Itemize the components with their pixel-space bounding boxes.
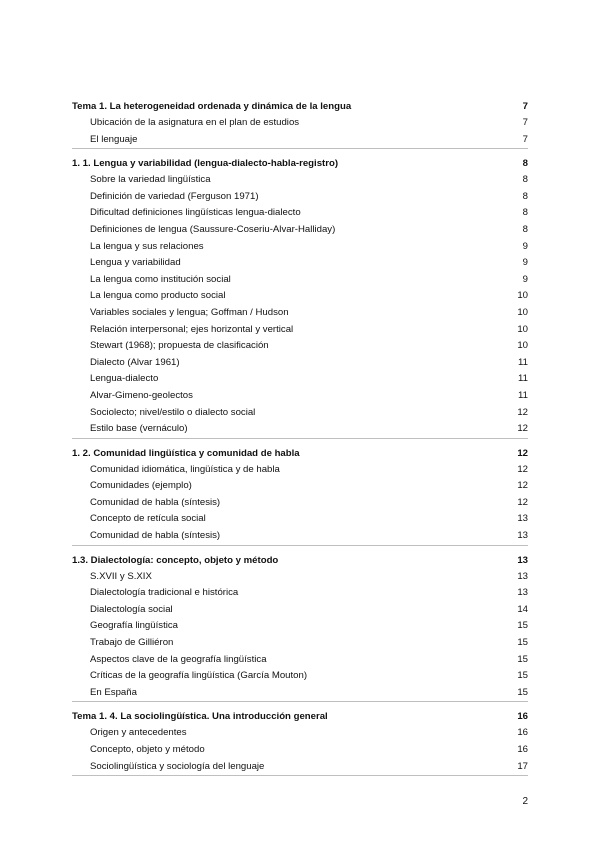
toc-entry-page: 13 — [517, 513, 528, 525]
toc-entry[interactable] — [72, 355, 528, 372]
toc-entry-page: 10 — [517, 340, 528, 352]
toc-entry[interactable] — [72, 725, 528, 742]
toc-entry-title: Ubicación de la asignatura en el plan de estudios — [90, 117, 300, 128]
toc-entry[interactable] — [72, 462, 528, 479]
toc-heading-title: Tema 1. 4. La sociolingüística. Una introducción general — [72, 711, 328, 723]
toc-entry-page: 15 — [517, 653, 528, 665]
toc-entry[interactable] — [72, 322, 528, 339]
toc-entry-title: Lengua-dialecto — [90, 373, 159, 385]
toc-entry-page: 15 — [517, 670, 528, 682]
toc-entry-title: S.XVII y S.XIX — [90, 570, 152, 582]
toc-entry-title: Comunidad de habla (síntesis) — [90, 530, 221, 542]
toc-heading-page: 12 — [517, 447, 528, 459]
toc-entry[interactable] — [72, 388, 528, 405]
toc-entry-page: 10 — [517, 323, 528, 335]
toc-entry[interactable] — [72, 172, 528, 189]
toc-section — [72, 98, 528, 149]
toc-entry-page: 8 — [522, 223, 528, 235]
toc-entry-page: 15 — [517, 620, 528, 632]
toc-entry-page: 11 — [518, 389, 528, 401]
toc-entry-page: 11 — [518, 356, 528, 368]
toc-entry-title: En España — [90, 686, 137, 698]
toc-heading[interactable] — [72, 98, 528, 115]
toc-entry[interactable] — [72, 668, 528, 685]
table-of-contents — [72, 98, 528, 782]
toc-section — [72, 708, 528, 776]
toc-entry-page: 12 — [517, 423, 528, 435]
toc-entry[interactable] — [72, 742, 528, 759]
toc-entry-page: 13 — [517, 570, 528, 582]
toc-heading[interactable] — [72, 708, 528, 725]
toc-entry-page: 12 — [517, 480, 528, 492]
toc-entry[interactable] — [72, 371, 528, 388]
toc-entry[interactable] — [72, 652, 528, 669]
toc-entry[interactable] — [72, 115, 528, 132]
toc-entry-title: Dialectología social — [90, 603, 173, 615]
toc-entry-title: Concepto de retícula social — [90, 513, 206, 525]
toc-heading-page: 8 — [522, 158, 528, 170]
toc-entry[interactable] — [72, 132, 528, 149]
toc-entry[interactable] — [72, 222, 528, 239]
toc-entry[interactable] — [72, 511, 528, 528]
toc-entry-title: Sociolingüística y sociología del lenguaje — [90, 760, 265, 772]
toc-entry[interactable] — [72, 338, 528, 355]
toc-entry[interactable] — [72, 239, 528, 256]
toc-entry-title: Stewart (1968); propuesta de clasificación — [90, 340, 269, 352]
toc-entry-title: Críticas de la geografía lingüística (García Mouton) — [90, 670, 308, 682]
toc-entry-page: 15 — [517, 686, 528, 698]
toc-entry-title: Comunidad de habla (síntesis) — [90, 496, 221, 508]
toc-entry-page: 15 — [517, 637, 528, 649]
toc-entry-page: 11 — [518, 373, 528, 385]
toc-entry-title: Trabajo de Gilliéron — [90, 637, 174, 649]
toc-entry-title: Aspectos clave de la geografía lingüística — [90, 653, 267, 665]
toc-entry-title: Lengua y variabilidad — [90, 257, 181, 269]
toc-entry[interactable] — [72, 569, 528, 586]
toc-heading-page: 13 — [517, 554, 528, 566]
toc-entry[interactable] — [72, 421, 528, 438]
toc-entry-title: La lengua como institución social — [90, 273, 231, 285]
toc-entry-title: Sobre la variedad lingüística — [90, 174, 211, 186]
toc-entry[interactable] — [72, 272, 528, 289]
toc-entry-page: 13 — [517, 587, 528, 599]
toc-entry-title: Origen y antecedentes — [90, 727, 187, 739]
toc-entry-title: Dificultad definiciones lingüísticas lengua-dialecto — [90, 207, 301, 219]
toc-entry-title: La lengua y sus relaciones — [90, 240, 204, 252]
toc-entry-page: 7 — [522, 117, 528, 128]
toc-entry-title: Comunidades (ejemplo) — [90, 480, 192, 492]
toc-entry-title: Dialecto (Alvar 1961) — [90, 356, 180, 368]
toc-entry-title: Geografía lingüística — [90, 620, 178, 632]
toc-section — [72, 445, 528, 546]
toc-entry[interactable] — [72, 635, 528, 652]
toc-entry-page: 14 — [517, 603, 528, 615]
toc-entry-title: Estilo base (vernáculo) — [90, 423, 188, 435]
toc-entry-page: 8 — [522, 207, 528, 219]
toc-heading-title: Tema 1. La heterogeneidad ordenada y dinámica de la lengua — [72, 101, 352, 112]
toc-entry[interactable] — [72, 405, 528, 422]
toc-entry[interactable] — [72, 495, 528, 512]
toc-entry-page: 10 — [517, 290, 528, 302]
toc-entry[interactable] — [72, 685, 528, 702]
toc-entry-page: 9 — [522, 273, 528, 285]
toc-entry-page: 13 — [517, 530, 528, 542]
toc-entry-page: 12 — [517, 406, 528, 418]
toc-entry-title: El lenguaje — [90, 133, 138, 145]
toc-heading[interactable] — [72, 445, 528, 462]
toc-entry[interactable] — [72, 759, 528, 776]
toc-entry-page: 8 — [522, 190, 528, 202]
toc-entry-page: 16 — [517, 744, 528, 755]
toc-heading-title: 1. 2. Comunidad lingüística y comunidad de habla — [72, 447, 300, 459]
toc-entry[interactable] — [72, 189, 528, 206]
toc-entry[interactable] — [72, 305, 528, 322]
toc-entry-title: Definiciones de lengua (Saussure-Coseriu-Alvar-Halliday) — [90, 223, 336, 235]
toc-heading-page: 16 — [517, 711, 528, 723]
toc-entry[interactable] — [72, 528, 528, 545]
toc-entry-title: Comunidad idiomática, lingüística y de habla — [90, 463, 280, 475]
toc-entry-page: 7 — [522, 133, 528, 145]
toc-section — [72, 552, 528, 703]
toc-entry-title: La lengua como producto social — [90, 290, 226, 302]
toc-entry[interactable] — [72, 618, 528, 635]
toc-entry-title: Variables sociales y lengua; Goffman / Hudson — [90, 306, 289, 318]
toc-entry[interactable] — [72, 255, 528, 272]
toc-entry-page: 16 — [517, 727, 528, 739]
toc-entry[interactable] — [72, 478, 528, 495]
toc-entry[interactable] — [72, 585, 528, 602]
toc-entry-page: 12 — [517, 463, 528, 475]
toc-entry[interactable] — [72, 602, 528, 619]
toc-heading-page: 7 — [522, 101, 528, 112]
toc-entry[interactable] — [72, 288, 528, 305]
toc-entry-title: Alvar-Gimeno-geolectos — [90, 389, 193, 401]
toc-entry-page: 10 — [517, 306, 528, 318]
toc-entry-page: 17 — [517, 760, 528, 772]
toc-heading-title: 1. 1. Lengua y variabilidad (lengua-dialecto-habla-registro) — [72, 158, 339, 170]
toc-entry-title: Concepto, objeto y método — [90, 744, 205, 755]
toc-entry-title: Sociolecto; nivel/estilo o dialecto social — [90, 406, 256, 418]
toc-heading[interactable] — [72, 155, 528, 172]
toc-entry-page: 8 — [522, 174, 528, 186]
toc-entry-page: 9 — [522, 240, 528, 252]
toc-heading-title: 1.3. Dialectología: concepto, objeto y método — [72, 554, 279, 566]
toc-heading[interactable] — [72, 552, 528, 569]
toc-entry-page: 12 — [517, 496, 528, 508]
page-number: 2 — [522, 796, 528, 807]
toc-section — [72, 155, 528, 439]
toc-entry-title: Dialectología tradicional e histórica — [90, 587, 239, 599]
toc-entry[interactable] — [72, 205, 528, 222]
toc-entry-title: Definición de variedad (Ferguson 1971) — [90, 190, 259, 202]
toc-entry-title: Relación interpersonal; ejes horizontal y vertical — [90, 323, 294, 335]
toc-entry-page: 9 — [522, 257, 528, 269]
